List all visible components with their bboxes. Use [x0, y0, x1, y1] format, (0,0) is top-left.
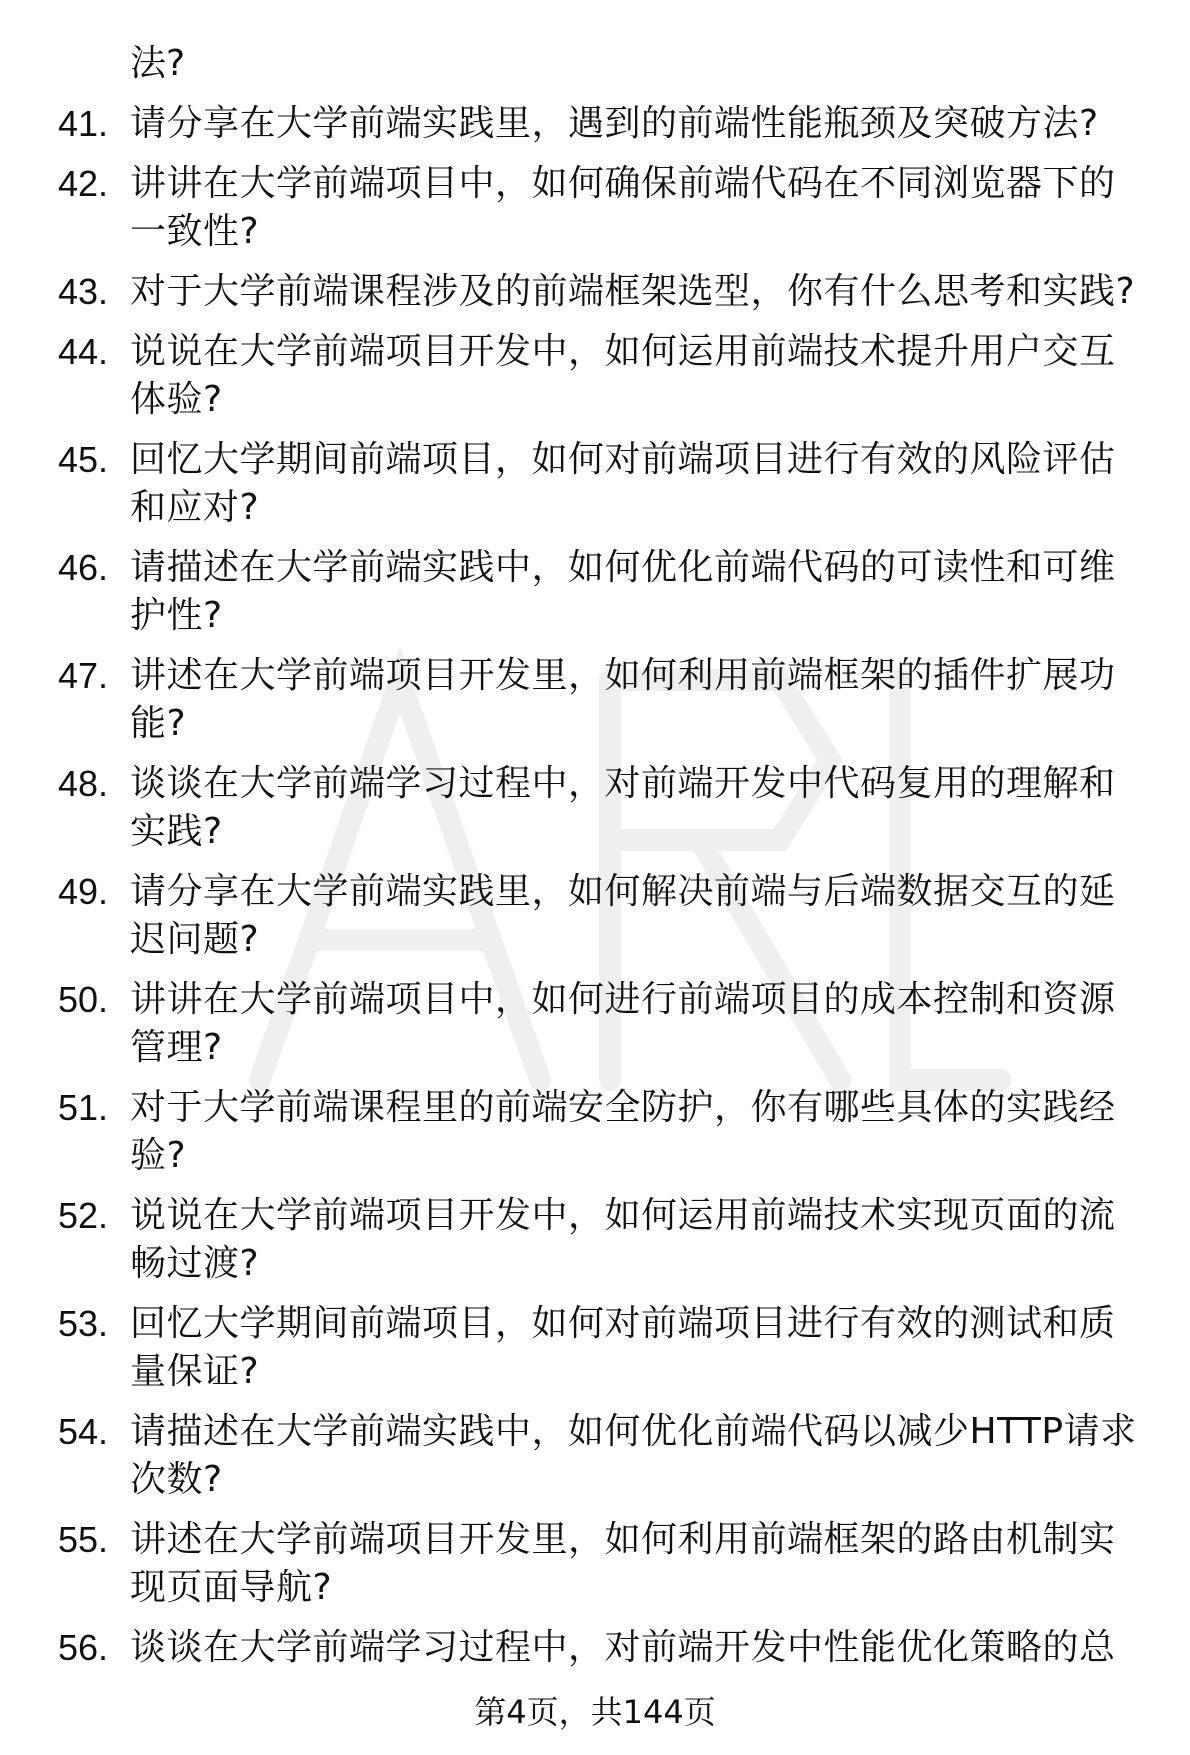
question-item: [0, 868, 1190, 964]
question-number: 43.: [58, 271, 109, 312]
question-item: [0, 760, 1190, 856]
question-item: [0, 1084, 1190, 1180]
question-text: 谈谈在大学前端学习过程中，对前端开发中性能优化策略的总: [130, 1627, 1116, 1668]
question-item: [0, 1300, 1190, 1396]
question-number: 44.: [58, 331, 109, 372]
question-section: [0, 40, 1190, 1684]
question-number: 42.: [58, 163, 109, 204]
question-number: 52.: [58, 1195, 109, 1236]
question-number: 53.: [58, 1303, 109, 1344]
question-text: 讲述在大学前端项目开发里，如何利用前端框架的插件扩展功能?: [130, 655, 1116, 744]
question-item: [0, 1408, 1190, 1504]
question-item: [0, 652, 1190, 748]
page-footer: 第4页，共144页: [474, 1693, 716, 1731]
question-text: 谈谈在大学前端学习过程中，对前端开发中代码复用的理解和实践?: [130, 763, 1116, 852]
question-item: [0, 328, 1190, 424]
question-list: [0, 100, 1190, 1672]
question-number: 46.: [58, 547, 109, 588]
question-text: 讲述在大学前端项目开发里，如何利用前端框架的路由机制实现页面导航?: [130, 1519, 1116, 1608]
question-item: [0, 544, 1190, 640]
question-item: [0, 268, 1190, 316]
question-item: [0, 1516, 1190, 1612]
question-number: 48.: [58, 763, 109, 804]
question-number: 45.: [58, 439, 109, 480]
question-number: 51.: [58, 1087, 109, 1128]
question-item: [0, 1192, 1190, 1288]
question-item: [0, 100, 1190, 148]
question-number: 47.: [58, 655, 109, 696]
question-item: [0, 436, 1190, 532]
question-number: 50.: [58, 979, 109, 1020]
continuation-text: 法?: [130, 43, 186, 84]
question-number: 54.: [58, 1411, 109, 1452]
question-number: 41.: [58, 103, 109, 144]
question-text: 讲讲在大学前端项目中，如何进行前端项目的成本控制和资源管理?: [130, 979, 1116, 1068]
question-text: 请分享在大学前端实践里，如何解决前端与后端数据交互的延迟问题?: [130, 871, 1116, 960]
question-item: [0, 976, 1190, 1072]
question-number: 56.: [58, 1627, 109, 1668]
question-text: 请分享在大学前端实践里，遇到的前端性能瓶颈及突破方法?: [130, 103, 1099, 144]
question-text: 说说在大学前端项目开发中，如何运用前端技术实现页面的流畅过渡?: [130, 1195, 1116, 1284]
question-number: 55.: [58, 1519, 109, 1560]
question-number: 49.: [58, 871, 109, 912]
question-text: 回忆大学期间前端项目，如何对前端项目进行有效的风险评估和应对?: [130, 439, 1116, 528]
question-text: 请描述在大学前端实践中，如何优化前端代码以减少HTTP请求次数?: [130, 1411, 1137, 1500]
question-text: 请描述在大学前端实践中，如何优化前端代码的可读性和可维护性?: [130, 547, 1116, 636]
question-text: 讲讲在大学前端项目中，如何确保前端代码在不同浏览器下的一致性?: [130, 163, 1116, 252]
question-item: [0, 1624, 1190, 1672]
question-text: 对于大学前端课程涉及的前端框架选型，你有什么思考和实践?: [130, 271, 1136, 312]
question-item: [0, 160, 1190, 256]
question-text: 回忆大学期间前端项目，如何对前端项目进行有效的测试和质量保证?: [130, 1303, 1116, 1392]
question-text: 说说在大学前端项目开发中，如何运用前端技术提升用户交互体验?: [130, 331, 1116, 420]
question-text: 对于大学前端课程里的前端安全防护，你有哪些具体的实践经验?: [130, 1087, 1116, 1176]
